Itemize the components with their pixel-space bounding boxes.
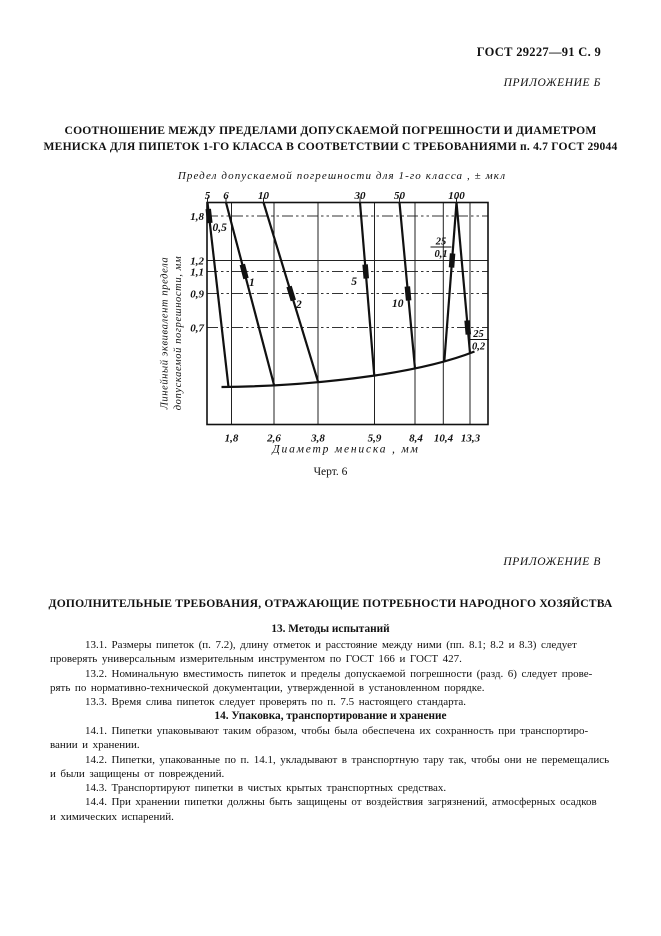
bottom-axis-tick-label: 13,3 [460,432,481,445]
top-axis-tick-label: 10 [258,190,269,202]
capacity-label: 2 [296,299,302,311]
capacity-marker [289,287,293,301]
bottom-axis-tick-label: 5,9 [367,432,382,445]
y-axis-tick-label: 1,1 [190,266,204,279]
top-axis-tick-label: 30 [354,190,366,202]
capacity-label-denominator: 0,2 [471,341,486,353]
capacity-marker [365,265,366,279]
bottom-axis-title: Диаметр мениска , мм [272,443,420,456]
text-line: рять по нормативно-технической документации, утвержденной в установленном порядке. [50,681,485,694]
bottom-axis-tick-label: 8,4 [409,432,423,445]
bottom-axis-tick-label: 2,6 [267,432,281,445]
y-axis-tick-label: 1,2 [190,255,204,268]
appendix-v-label: ПРИЛОЖЕНИЕ В [503,556,601,568]
section-14-text [50,724,616,824]
capacity-label: 5 [351,276,357,288]
capacity-line [400,203,416,369]
capacity-line [360,203,374,377]
capacity-label: 0,5 [212,222,227,234]
text-line: 14.4. При хранении пипетки должны быть защищены от воздействия загрязнений, атмосферных осадков [85,796,597,809]
bottom-axis-tick-label: 1,8 [224,432,239,445]
y-axis-title-line-1: Линейный эквивалент предела [159,256,171,410]
meniscus-curve [222,352,475,388]
title-line-1: СООТНОШЕНИЕ МЕЖДУ ПРЕДЕЛАМИ ДОПУСКАЕМОЙ ПОГРЕШНОСТИ И ДИАМЕТРОМ [64,124,597,137]
text-line: 13.3. Время слива пипеток следует проверять по п. 7.5 настоящего стандарта. [85,696,467,708]
page-header: ГОСТ 29227—91 С. 9 [476,45,601,59]
appendix-b-label: ПРИЛОЖЕНИЕ Б [503,77,601,89]
text-line: 13.2. Номинальную вместимость пипеток и пределы допускаемой погрешности (разд. 6) следует прове- [85,667,593,680]
figure-caption: Черт. 6 [313,466,348,478]
top-axis-tick-label: 50 [394,190,405,202]
text-line: 13.1. Размеры пипеток (п. 7.2), длину отметок и расстояние между ними (пп. 8.1; 8.2 и 8.3) следует [85,639,577,651]
chart-area [140,160,520,490]
y-axis-tick-label: 1,8 [190,211,204,223]
y-axis-title-line-2: допускаемой погрешности, мм [173,255,184,411]
capacity-label-numerator: 25 [473,329,484,340]
text-line: 14.2. Пипетки, упакованные по п. 14.1, укладывают в транспортную тару так, чтобы они не перемещались [85,753,610,766]
capacity-marker [242,265,246,279]
capacity-label: 10 [392,298,404,310]
top-axis-tick-label: 5 [204,190,211,202]
section-13-text [50,638,616,709]
y-axis-tick-label: 0,7 [190,322,204,335]
text-line: 14.1. Пипетки упаковывают таким образом, чтобы была обеспечена их сохранность при транспортиро- [85,725,589,737]
section-13-heading: 13. Методы испытаний [271,623,390,635]
capacity-marker [407,287,408,301]
appendix-v-title: ДОПОЛНИТЕЛЬНЫЕ ТРЕБОВАНИЯ, ОТРАЖАЮЩИЕ ПОТРЕБНОСТИ НАРОДНОГО ХОЗЯЙСТВА [48,597,613,610]
top-axis-tick-label: 6 [223,190,229,202]
top-axis-title: Предел допускаемой погрешности для 1-го класса , ± мкл [177,170,507,182]
capacity-marker [452,254,453,268]
capacity-marker [467,321,468,335]
text-line: и химических испарений. [50,810,174,823]
capacity-marker [208,209,210,223]
capacity-label-numerator: 25 [435,236,447,248]
bottom-axis-tick-label: 10,4 [433,432,454,445]
capacity-line [444,203,456,362]
capacity-label: 1 [249,277,255,289]
y-axis-tick-label: 0,9 [190,288,204,301]
top-axis-tick-label: 100 [448,190,465,202]
appendix-b-title [0,123,661,154]
text-line: 14.3. Транспортируют пипетки в чистых крытых транспортных средствах. [85,782,447,794]
section-14-heading: 14. Упаковка, транспортирование и хранение [214,710,447,722]
text-line: проверять универсальным измерительным инструментом по ГОСТ 166 и ГОСТ 427. [50,653,462,666]
text-line: и были защищены от повреждений. [50,767,225,780]
title-line-2: МЕНИСКА ДЛЯ ПИПЕТОК 1-ГО КЛАССА В СООТВЕТСТВИИ С ТРЕБОВАНИЯМИ п. 4.7 ГОСТ 29044 [43,139,618,153]
meniscus-chart [140,160,520,490]
capacity-line [226,203,274,387]
bottom-axis-tick-label: 3,8 [311,432,325,445]
text-line: вании и хранении. [50,739,140,752]
capacity-label-denominator: 0,1 [434,249,448,260]
